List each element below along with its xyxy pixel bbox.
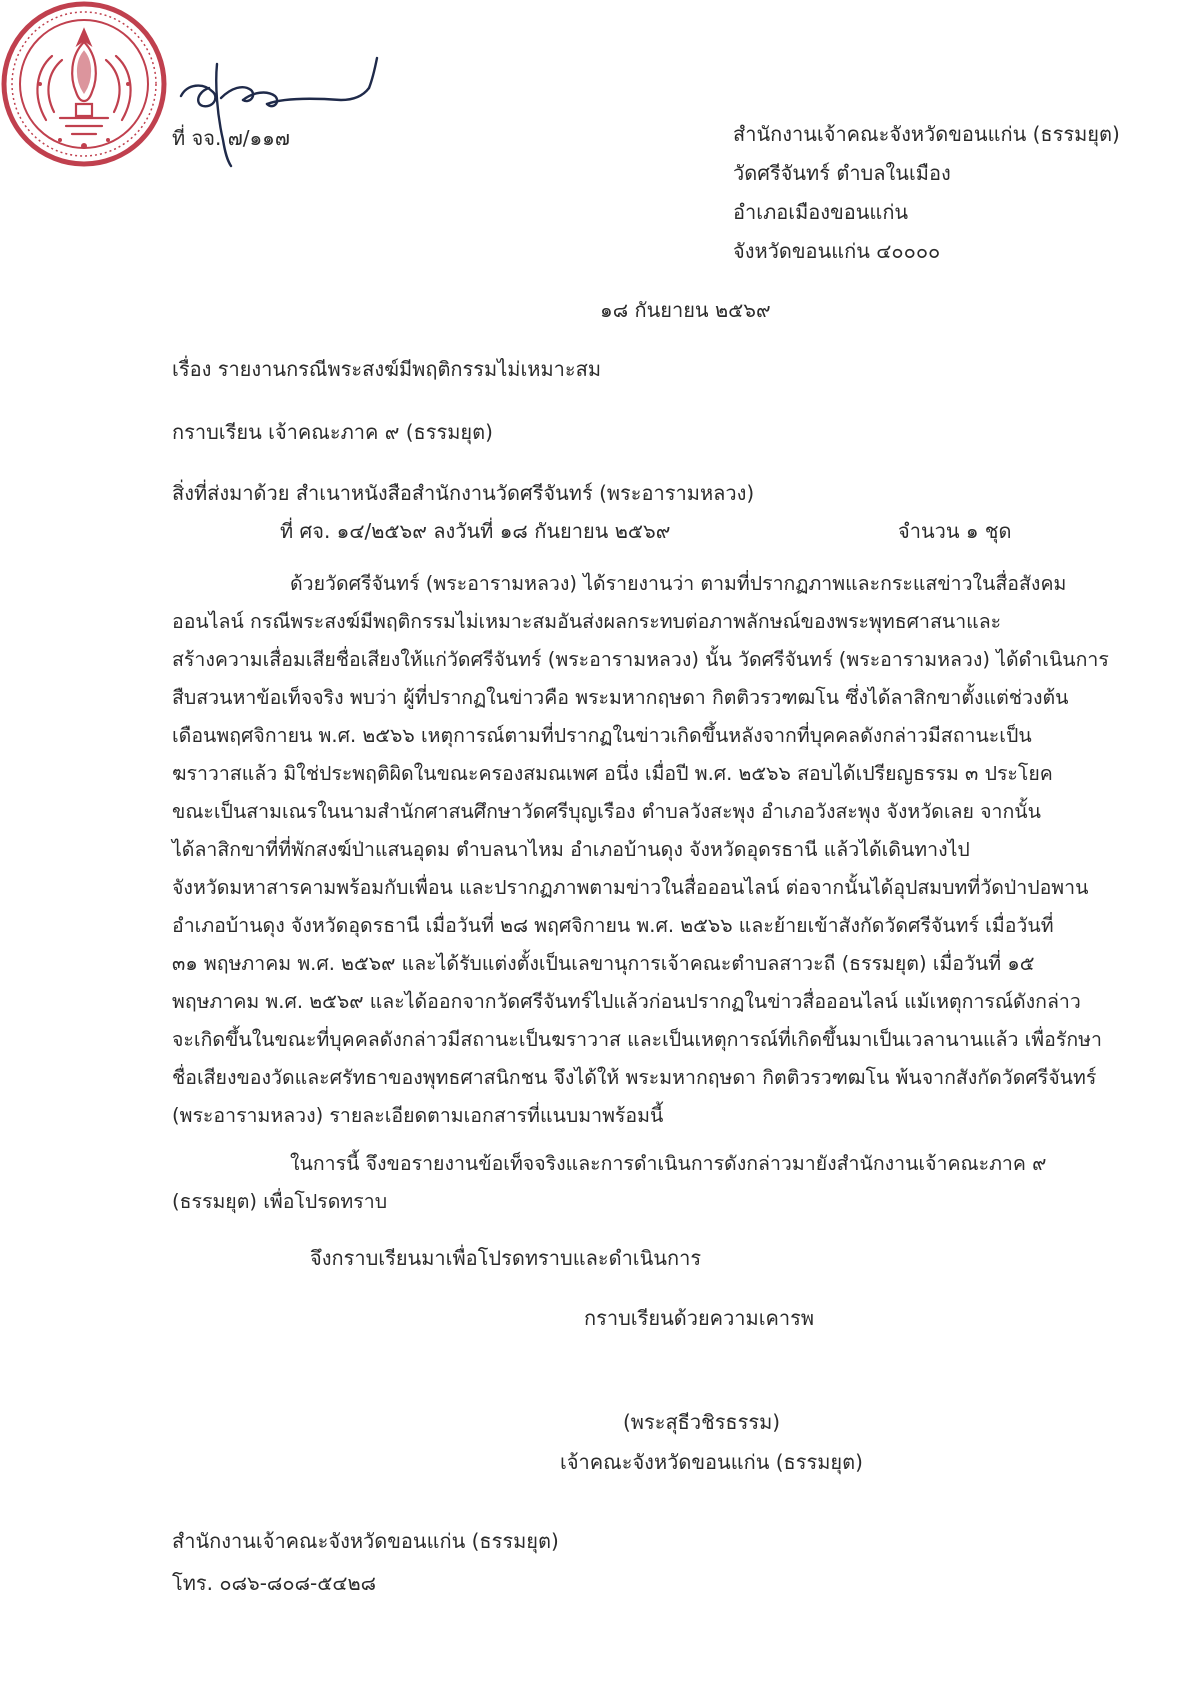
body-line: พฤษภาคม พ.ศ. ๒๕๖๙ และได้ออกจากวัดศรีจันทร์ไปแล้วก่อนปรากฏในข่าวสื่อออนไลน์ แม้เหตุการณ์ดังกล่าว	[172, 990, 1081, 1013]
seal-emblem	[0, 0, 168, 168]
body-paragraph	[172, 570, 1109, 1140]
body-line: ด้วยวัดศรีจันทร์ (พระอารามหลวง) ได้รายงานว่า ตามที่ปรากฏภาพและกระแสข่าวในสื่อสังคม	[290, 572, 1067, 595]
enclosure-reference: ที่ ศจ. ๑๔/๒๕๖๙ ลงวันที่ ๑๘ กันยายน ๒๕๖๙	[280, 519, 671, 543]
body-line: จังหวัดมหาสารคามพร้อมกับเพื่อน และปรากฏภาพตามข่าวในสื่อออนไลน์ ต่อจากนั้นได้อุปสมบทที่วัดป่าปอพาน	[172, 876, 1089, 899]
footer-phone: โทร. ๐๘๖-๘๐๘-๕๔๒๘	[172, 1571, 377, 1595]
footer-office: สำนักงานเจ้าคณะจังหวัดขอนแก่น (ธรรมยุต)	[172, 1529, 559, 1553]
reference-number: ที่ จจ. ๗/๑๑๗	[172, 126, 290, 150]
body-line: อำเภอบ้านดุง จังหวัดอุดรธานี เมื่อวันที่ ๒๘ พฤศจิกายน พ.ศ. ๒๕๖๖ และย้ายเข้าสังกัดวัดศรีจันทร์ เมื่อวันที่	[172, 914, 1054, 937]
body-paragraph	[172, 1150, 1090, 1226]
enclosure-line: สิ่งที่ส่งมาด้วย สำเนาหนังสือสำนักงานวัดศรีจันทร์ (พระอารามหลวง)	[172, 481, 755, 505]
body-line: เดือนพฤศจิกายน พ.ศ. ๒๕๖๖ เหตุการณ์ตามที่ปรากฏในข่าวเกิดขึ้นหลังจากที่บุคคลดังกล่าวมีสถานะเป็น	[172, 724, 1032, 747]
body-line: (พระอารามหลวง) รายละเอียดตามเอกสารที่แนบมาพร้อมนี้	[172, 1104, 664, 1127]
signer-name: (พระสุธีวชิรธรรม)	[623, 1410, 781, 1434]
body-line: ได้ลาสิกขาที่ที่พักสงฆ์ป่าแสนอุดม ตำบลนาไหม อำเภอบ้านดุง จังหวัดอุดรธานี แล้วได้เดินทางไป	[172, 838, 970, 861]
body-line: ๓๑ พฤษภาคม พ.ศ. ๒๕๖๙ และได้รับแต่งตั้งเป็นเลขานุการเจ้าคณะตำบลสาวะถี (ธรรมยุต) เมื่อวันที่ ๑๕	[172, 952, 1035, 975]
body-line: ออนไลน์ กรณีพระสงฆ์มีพฤติกรรมไม่เหมาะสมอันส่งผลกระทบต่อภาพลักษณ์ของพระพุทธศาสนาและ	[172, 610, 1002, 633]
sender-address-line: สำนักงานเจ้าคณะจังหวัดขอนแก่น (ธรรมยุต)	[733, 122, 1120, 146]
sender-address	[733, 120, 1120, 276]
body-line: สืบสวนหาข้อเท็จจริง พบว่า ผู้ที่ปรากฏในข่าวคือ พระมหากฤษดา กิตติวรวฑฒโน ซึ่งได้ลาสิกขาตั้งแต่ช่วงต้น	[172, 686, 1069, 709]
closing-line: จึงกราบเรียนมาเพื่อโปรดทราบและดำเนินการ	[310, 1246, 702, 1270]
salutation: กราบเรียน เจ้าคณะภาค ๙ (ธรรมยุต)	[172, 420, 493, 444]
sender-address-line: อำเภอเมืองขอนแก่น	[733, 200, 909, 224]
body-line: ฆราวาสแล้ว มิใช่ประพฤติผิดในขณะครองสมณเพศ อนึ่ง เมื่อปี พ.ศ. ๒๕๖๖ สอบได้เปรียญธรรม ๓ ประโยค	[172, 762, 1053, 785]
body-line: สร้างความเสื่อมเสียชื่อเสียงให้แก่วัดศรีจันทร์ (พระอารามหลวง) นั้น วัดศรีจันทร์ (พระอารามหลวง) ได้ดำเนินการ	[172, 648, 1109, 671]
letter-date: ๑๘ กันยายน ๒๕๖๙	[600, 298, 771, 322]
regards-line: กราบเรียนด้วยความเคารพ	[584, 1306, 815, 1330]
body-line: ในการนี้ จึงขอรายงานข้อเท็จจริงและการดำเนินการดังกล่าวมายังสำนักงานเจ้าคณะภาค ๙	[290, 1152, 1047, 1175]
body-line: ชื่อเสียงของวัดและศรัทธาของพุทธศาสนิกชน จึงได้ให้ พระมหากฤษดา กิตติวรวฑฒโน พ้นจากสังกัดวัดศรีจันทร์	[172, 1066, 1097, 1089]
sender-address-line: จังหวัดขอนแก่น ๔๐๐๐๐	[733, 239, 941, 263]
body-line: ขณะเป็นสามเณรในนามสำนักศาสนศึกษาวัดศรีบุญเรือง ตำบลวังสะพุง อำเภอวังสะพุง จังหวัดเลย จากนั้น	[172, 800, 1041, 823]
signer-title: เจ้าคณะจังหวัดขอนแก่น (ธรรมยุต)	[560, 1450, 863, 1474]
enclosure-quantity: จำนวน ๑ ชุด	[898, 519, 1012, 543]
sender-address-line: วัดศรีจันทร์ ตำบลในเมือง	[733, 161, 951, 185]
subject-line: เรื่อง รายงานกรณีพระสงฆ์มีพฤติกรรมไม่เหมาะสม	[172, 357, 602, 381]
body-line: จะเกิดขึ้นในขณะที่บุคคลดังกล่าวมีสถานะเป็นฆราวาส และเป็นเหตุการณ์ที่เกิดขึ้นมาเป็นเวลานานแล้ว เพื่อรักษา	[172, 1028, 1102, 1051]
body-line: (ธรรมยุต) เพื่อโปรดทราบ	[172, 1190, 388, 1213]
